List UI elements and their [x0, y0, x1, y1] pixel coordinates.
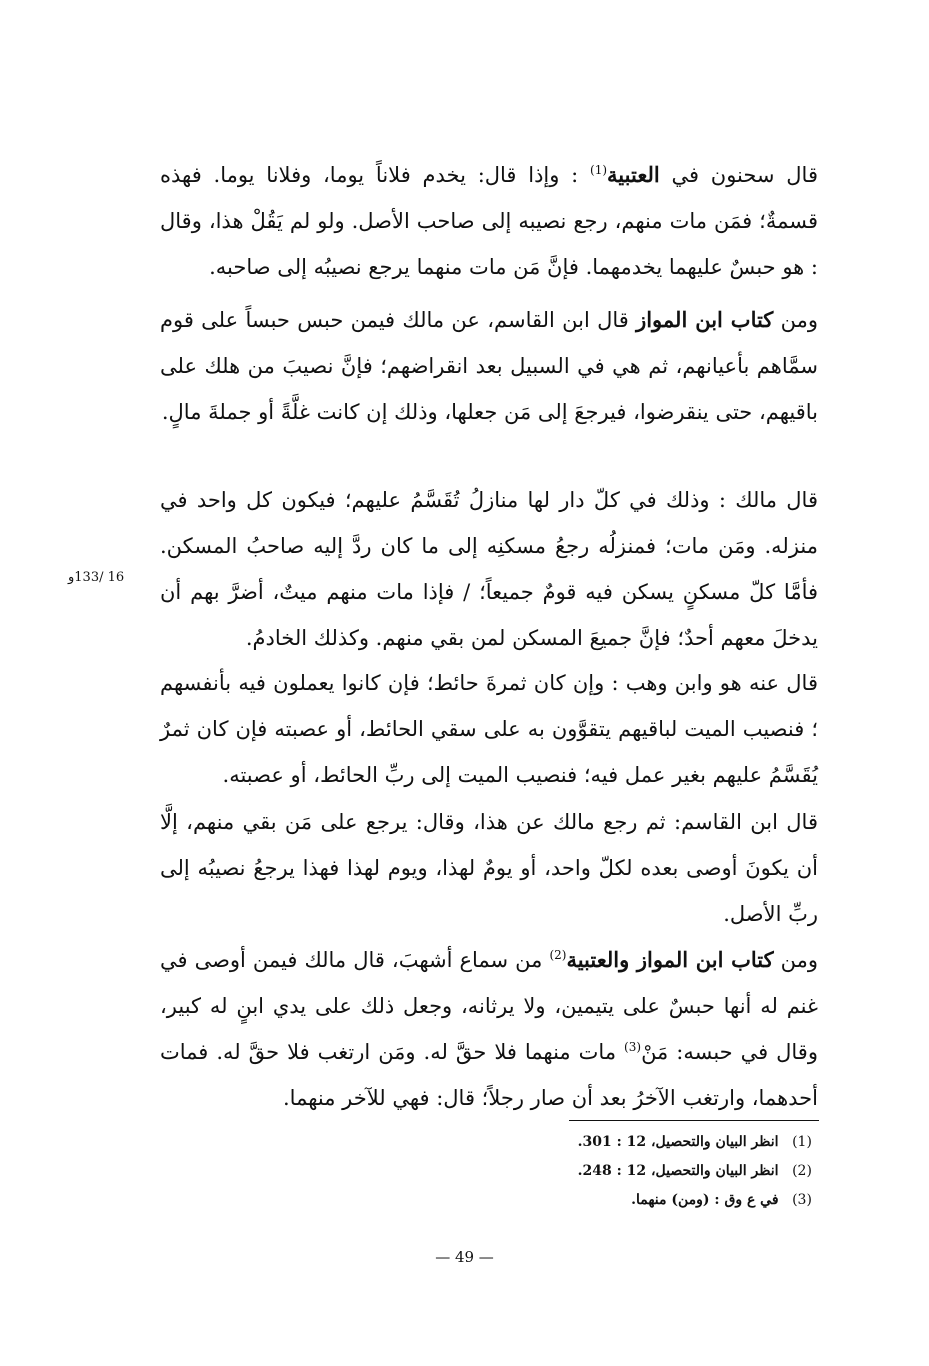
paragraph-5: قال ابن القاسم: ثم رجع مالك عن هذا، وقال: يرجع على مَن بقي منهم، إلَّا أن يكونَ أوصى بعده لكلّ واحد، أو يومٌ لهذا، ويوم لهذا فهذا يرجعُ نصيبُه إلى ربِّ الأصل.: [160, 810, 818, 926]
footnote-1: [501, 1128, 821, 1157]
footnote-ref-2: (2): [549, 948, 567, 962]
footnote-text: انظر البيان والتحصيل، 12 : 301.: [577, 1134, 779, 1150]
paragraph-2-body: قال ابن القاسم، عن مالك فيمن حبس حبساً على قوم سمَّاهم بأعيانهم، ثم هي في السبيل بعد انقراضهم؛ فإنَّ نصيبَ من هلك على باقيهم، حتى ينقرضوا، فيرجعَ إلى مَن جعلها، وذلك إن كانت غلَّةً أو جملةَ مالٍ.: [160, 308, 818, 424]
footnote-separator: [569, 1120, 819, 1121]
paragraph-3: قال مالك : وذلك في كلّ دار لها منازلُ تُقَسَّمُ عليهم؛ فيكون كل واحد في منزله. ومَن مات؛ فمنزلُه رجعُ مسكنِه إلى ما كان ردَّ إليه صاحبُ المسكن. فأمَّا كلّ مسكنٍ يسكن فيه قومٌ جميعاً؛ / فإذا مات منهم ميتٌ، أضرَّ بهم أن يدخلَ معهم أحدٌ؛ فإنَّ جميعَ المسكن لمن بقي منهم. وكذلك الخادمُ.: [160, 488, 818, 650]
paragraph-1-body: : وإذا قال: يخدم فلاناً يوما، وفلانا يوما. فهذه قسمةٌ؛ فمَن مات منهم، رجع نصيبه إلى صاحب الأصل. ولو لم يَقُلْ هذا، وقال : هو حبسٌ عليهما يخدمهما. فإنَّ مَن مات منهما يرجع نصيبُه إلى صاحبه.: [160, 163, 818, 279]
footnote-ref-1: (1): [590, 163, 608, 177]
paragraph-6-lead: ومن: [773, 948, 818, 972]
footnote-text: انظر البيان والتحصيل، 12 : 248.: [577, 1163, 779, 1179]
paragraph-1-lead: قال سحنون في: [659, 163, 818, 187]
manuscript-folio-marker: 16 /133و: [68, 570, 125, 585]
paragraph-2-lead: ومن: [773, 308, 818, 332]
footnote-3: [501, 1186, 821, 1215]
paragraph-6-body-b: مات منهما فلا حقَّ له. ومَن ارتغب فلا حقَّ له. فمات أحدهما، وارتغب الآخرُ بعد أن صار رجلاً؛ قال: فهي للآخر منهما.: [160, 1040, 818, 1110]
paragraph-6: [160, 937, 818, 1121]
paragraph-6-body-a: من سماع أشهبَ، قال مالك فيمن أوصى في غنم له أنها حبسٌ على يتيمين، ولا يرثانه، وجعل ذلك على يدي ابنٍ له كبير، وقال في حبسه: مَنْ: [160, 948, 818, 1064]
footnote-ref-3: (3): [624, 1040, 642, 1054]
source-title-ibn-al-mawwaz: كتاب ابن المواز: [636, 307, 774, 332]
paragraph-1: [160, 152, 818, 290]
footnote-number: (2): [792, 1163, 812, 1179]
footnote-text: في ع وق : (ومن) منهما.: [631, 1192, 779, 1208]
source-title-mawwaz-utbiyya: كتاب ابن المواز والعتبية: [566, 947, 774, 972]
paragraph-2: [160, 297, 818, 435]
footnote-number: (3): [792, 1192, 812, 1208]
footnote-number: (1): [792, 1134, 812, 1150]
source-title-utbiyya: العتبية: [607, 162, 660, 187]
footnotes: [501, 1128, 821, 1215]
footnote-2: [501, 1157, 821, 1186]
page-number: — 49 —: [435, 1248, 494, 1266]
paragraph-4: قال عنه هو وابن وهب : وإن كان ثمرةَ حائط؛ فإن كانوا يعملون فيه بأنفسهم ؛ فنصيب الميت لباقيهم يتقوَّون به على سقي الحائط، أو عصبته فإن كان ثمرٌ يُقَسَّمُ عليهم بغير عمل فيه؛ فنصيب الميت إلى ربِّ الحائط، أو عصبته.: [160, 671, 818, 787]
